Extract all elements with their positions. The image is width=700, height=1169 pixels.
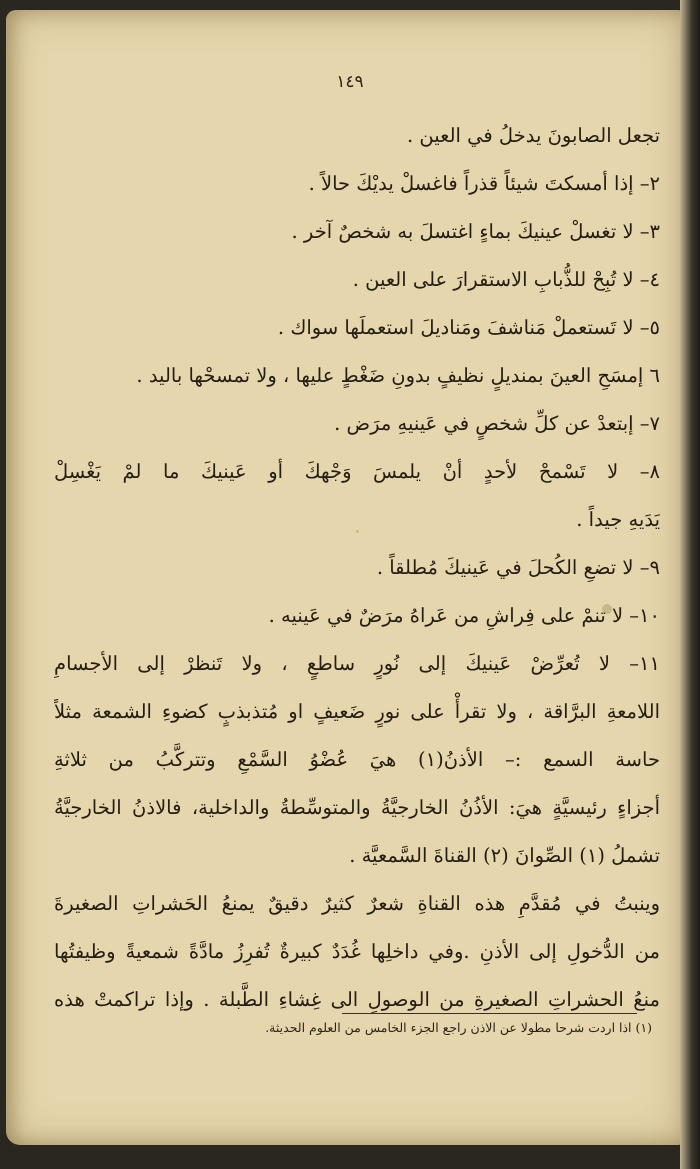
text-line: منعُ الحشراتِ الصغيرةِ من الوصولِ الى غِشاءِ الطَّبلة . وإذا تراكمتْ هذه xyxy=(54,988,660,1011)
text-line: ٢– إذا أمسكتَ شيئاً قذراً فاغسلْ يديْكَ حالاً . xyxy=(308,172,660,195)
text-line: أجزاءٍ رئيسيَّةٍ هيَ: الأذُنُ الخارجيَّةُ والمتوسِّطةُ والداخلية، فالاذنُ الخارجيَّةُ xyxy=(54,796,660,819)
text-line: تشملُ (١) الصِّوانَ (٢) القناةَ السَّمعيَّة . xyxy=(349,844,660,867)
page-edge-shadow xyxy=(680,0,700,1169)
text-line: يَدَيهِ جيداً . xyxy=(576,508,660,531)
text-line: ٥– لا تَستعملْ مَناشفَ ومَناديلَ استعملَها سواك . xyxy=(277,316,660,339)
text-line: ٣– لا تغسلْ عينيكَ بماءٍ اغتسلَ به شخصٌ آخر . xyxy=(291,220,660,243)
text-line: ٧– إبتعدْ عن كلِّ شخصٍ في عَينيهِ مرَض . xyxy=(334,412,660,435)
footnote-rule xyxy=(342,1013,637,1014)
footnote: (١) اذا اردت شرحا مطولا عن الاذن راجع الجزء الخامس من العلوم الحديثة. xyxy=(265,1020,652,1035)
text-line: من الدُّخولِ إلى الأذنِ .وفي داخلِها غُدَدٌ كبيرةٌ تُفرِزُ مادَّةً شمعيةً وظيفتُها xyxy=(54,940,660,963)
page-number: ١٤٩ xyxy=(336,72,364,92)
text-line: ٦ إمسَحِ العينَ بمنديلٍ نظيفٍ بدونِ ضَغْطٍ عليها ، ولا تمسحْها باليد . xyxy=(136,364,660,387)
text-line: وينبتُ في مُقدَّمِ هذه القناةِ شعرٌ كثيرٌ دقيقٌ يمنعُ الحَشراتِ الصغيرةَ xyxy=(54,892,660,915)
text-line: ٨– لا تَسْمحْ لأحدٍ أنْ يلمسَ وَجْهكَ أو عَينيكَ ما لمْ يَغْسِلْ xyxy=(54,460,660,483)
text-line: حاسة السمع :– الأذنُ(١) هيَ عُضْوُ السَّمْعِ وتتركَّبُ من ثلاثةِ xyxy=(54,748,660,771)
text-line: تجعل الصابونَ يدخلُ في العين . xyxy=(407,124,660,147)
text-line: ٤– لا تُبِحْ للذُّبابِ الاستقرارَ على العين . xyxy=(352,268,660,291)
text-line: ٩– لا تضعِ الكُحلَ في عَينيكَ مُطلقاً . xyxy=(376,556,660,579)
text-line: اللامعةِ البرَّاقة ، ولا تقرأْ على نورٍ ضَعيفٍ او مُتذبذبٍ كضوءِ الشمعة مثلاً xyxy=(54,700,660,723)
text-line: ١١– لا تُعرِّضْ عَينيكَ إلى نُورٍ ساطعٍ ، ولا تَنظرْ إلى الأجسامِ xyxy=(54,652,660,675)
text-line: ١٠– لا تنمْ على فِراشِ من عَراهُ مرَضٌ في عَينيه . xyxy=(268,604,660,627)
body-text xyxy=(54,112,660,1024)
